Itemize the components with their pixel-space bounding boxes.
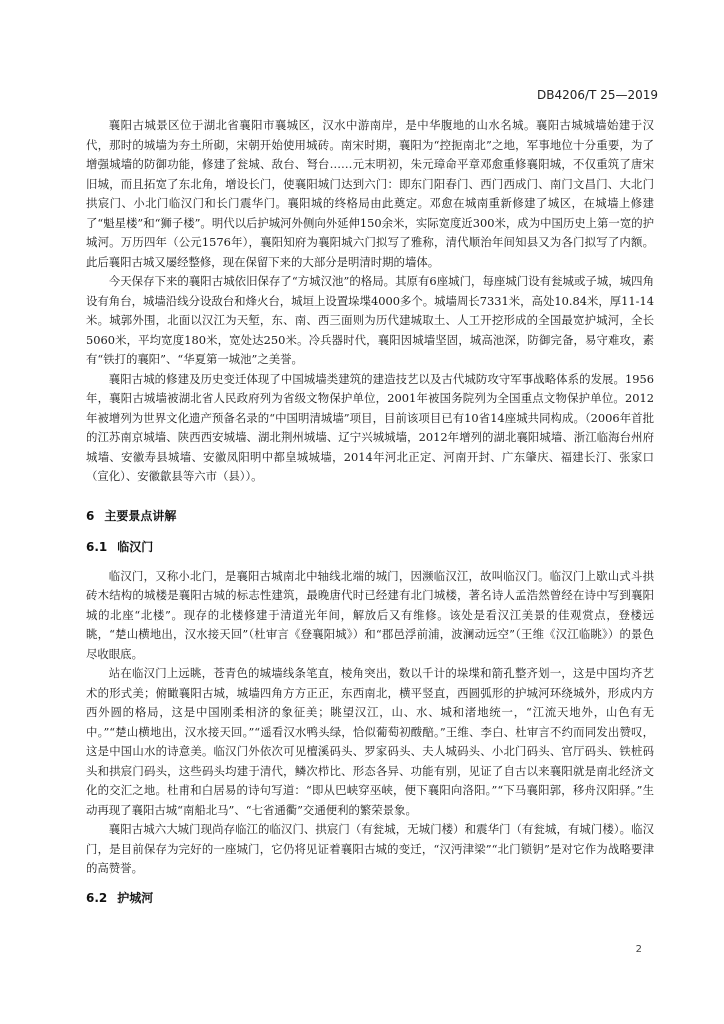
page-number: 2	[635, 944, 642, 955]
section-6-2-heading	[86, 889, 654, 906]
intro-paragraph-2: 今天保存下来的襄阳古城依旧保存了“方城汉池”的格局。其原有6座城门，每座城门设有瓮城或子城，城四角设有角台，城墙沿线分设敌台和烽火台，城垣上设置垛堞4000多个。城墙周长7331米，高处10.84米，厚11-14米。城郭外围，北面以汉江为天堑，东、南、西三面则为历代建城取土、人工开挖形成的全国最宽护城河，全长5060米，平均宽度180米，宽处达250米。冷兵器时代，襄阳因城墙坚固，城高池深，防御完备，易守难攻，素有“铁打的襄阳”、“华夏第一城池”之美誉。	[86, 274, 654, 366]
section-6-title: 主要景点讲解	[104, 508, 177, 523]
document-body	[86, 116, 654, 906]
section-6-1-number: 6.1	[86, 539, 108, 554]
section-6-1-paragraph-2: 站在临汉门上远眺，苍青色的城墙线条笔直，棱角突出，数以千计的垛堞和箭孔整齐划一，这是中国均齐艺术的形式美；俯瞰襄阳古城，城墙四角方方正正，东西南北，横平竖直，西圆弧形的护城河环绕城外，形成内方西外圆的格局，这是中国刚柔相济的象征美；眺望汉江，山、水、城和渚地统一，“江流天地外，山色有无中。”“楚山横地出，汉水接天回。”“遥看汉水鸭头绿，恰似葡萄初酦醅。”王维、李白、杜审言不约而同发出赞叹，这是中国山水的诗意美。临汉门外依次可见檀溪码头、罗家码头、夫人城码头、小北门码头、官厅码头、铁桩码头和拱宸门码头，这些码头均建于清代，鳞次栉比、形态各异、功能有别，见证了自古以来襄阳就是南北经济文化的交汇之地。杜甫和白居易的诗句写道：“即从巴峡穿巫峡，便下襄阳向洛阳。”“下马襄阳郭，移舟汉阳驿。”生动再现了襄阳古城“南船北马”、“七省通衢”交通便利的繁荣景象。	[86, 666, 654, 817]
section-6-1-paragraph-1: 临汉门，又称小北门，是襄阳古城南北中轴线北端的城门，因濒临汉江，故叫临汉门。临汉门上歇山式斗拱砖木结构的城楼是襄阳古城的标志性建筑，最晚唐代时已经建有北门城楼，著名诗人孟浩然曾经在诗中写到襄阳城的北座“北楼”。现存的北楼修建于清道光年间，解放后又有维修。该处是看汉江美景的佳观赏点，登楼远眺，“楚山横地出，汉水接天回”（杜审言《登襄阳城》）和“郡邑浮前浦，波澜动远空”（王维《汉江临眺》）的景色尽收眼底。	[86, 568, 654, 661]
document-header-code: DB4206/T 25—2019	[536, 88, 658, 102]
section-6-1-paragraph-3: 襄阳古城六大城门现尚存临江的临汉门、拱宸门（有瓮城，无城门楼）和震华门（有瓮城，有城门楼）。临汉门，是目前保存为完好的一座城门，它仍将见证着襄阳古城的变迁，“汉沔津梁”“北门锁钥”是对它作为战略要津的高赞誉。	[86, 822, 654, 875]
section-6-number: 6	[86, 508, 95, 523]
section-6-1-title: 临汉门	[117, 539, 154, 554]
intro-paragraph-3: 襄阳古城的修建及历史变迁体现了中国城墙类建筑的建造技艺以及古代城防攻守军事战略体系的发展。1956年，襄阳古城墙被湖北省人民政府列为省级文物保护单位，2001年被国务院列为全国重点文物保护单位。2012年被增列为世界文化遗产预备名录的“中国明清城墙”项目，目前该项目已有10省14座城共同构成。（2006年首批的江苏南京城墙、陕西西安城墙、湖北荆州城墙、辽宁兴城城墙，2012年增列的湖北襄阳城墙、浙江临海台州府城墙、安徽寿县城墙、安徽凤阳明中都皇城城墙，2014年河北正定、河南开封、广东肇庆、福建长汀、张家口（宣化）、安徽歙县等六市（县））。	[86, 371, 654, 483]
section-6-2-title: 护城河	[117, 890, 154, 905]
section-6-2-number: 6.2	[86, 890, 108, 905]
section-6-heading	[86, 507, 654, 524]
intro-paragraph-1: 襄阳古城景区位于湖北省襄阳市襄城区，汉水中游南岸，是中华腹地的山水名城。襄阳古城城墙始建于汉代，那时的城墙为夯土所砌，宋朝开始使用城砖。南宋时期，襄阳为“控扼南北”之地，军事地位十分重要，为了增强城墙的防御功能，修建了瓮城、敌台、弩台……元末明初，朱元璋命平章邓愈重修襄阳城，不仅重筑了唐宋旧城，而且拓宽了东北角，增设长门，使襄阳城门达到六门：即东门阳春门、西门西成门、南门文昌门、大北门拱宸门、小北门临汉门和长门震华门。襄阳城的终格局由此奠定。邓愈在城南重新修建了城区，在城墙上修建了“魁星楼”和“狮子楼”。明代以后护城河外侧向外延伸150余米，实际宽度近300米，成为中国历史上第一宽的护城河。万历四年（公元1576年），襄阳知府为襄阳城六门拟写了雅称，清代顺治年间知县又为各门拟写了内额。此后襄阳古城又屡经整修，现在保留下来的大部分是明清时期的墙体。	[86, 118, 654, 269]
section-6-1-heading	[86, 538, 654, 555]
